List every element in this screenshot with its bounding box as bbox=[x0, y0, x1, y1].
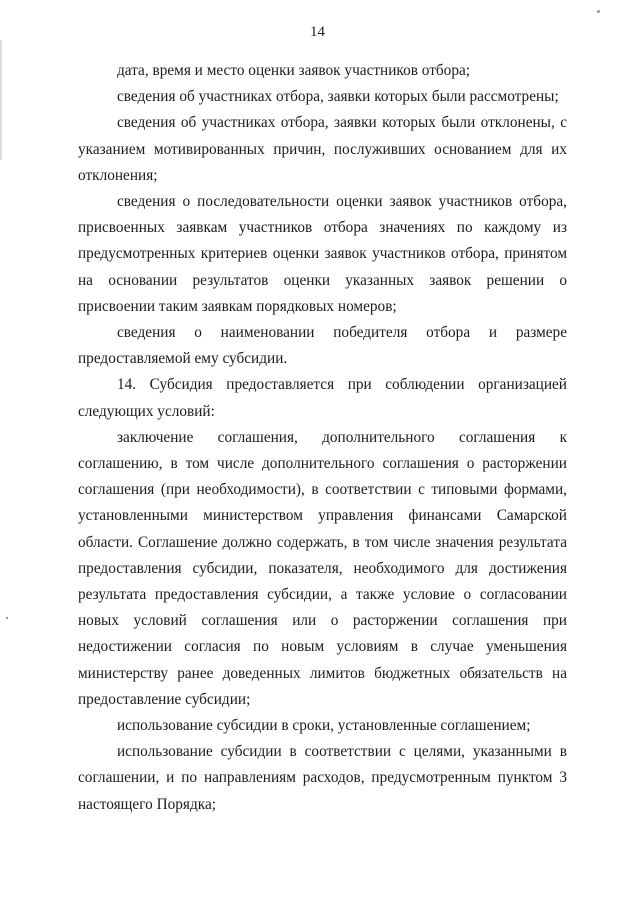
paragraph: 14. Субсидия предоставляется при соблюдении организацией следующих условий: bbox=[78, 376, 567, 420]
paragraph: сведения об участниках отбора, заявки которых были рассмотрены; bbox=[117, 88, 559, 106]
paragraph: использование субсидии в соответствии с целями, указанными в соглашении, и по направлениям расходов, предусмотренным пунктом 3 настоящего Порядка; bbox=[78, 743, 567, 813]
paragraph: заключение соглашения, дополнительного соглашения к соглашению, в том числе дополнительного соглашения о расторжении соглашения (при необходимости), в соответствии с типовыми формами, установленными министерством управления финансами Самарской области. Соглашение должно содержать, в том числе значения результата предоставления субсидии, показателя, необходимого для достижения результата предоставления субсидии, а также условие о согласовании новых условий соглашения или о расторжении соглашения при недостижении согласия по новым условиям в случае уменьшения министерству ранее доведенных лимитов бюджетных обязательств на предоставление субсидии; bbox=[78, 428, 567, 708]
document-body bbox=[78, 58, 567, 818]
scan-edge-mark bbox=[0, 40, 2, 160]
paragraph: использование субсидии в сроки, установленные соглашением; bbox=[117, 717, 531, 735]
paragraph: сведения об участниках отбора, заявки которых были отклонены, с указанием мотивированных причин, послуживших основанием для их отклонения; bbox=[78, 114, 567, 184]
paragraph: сведения о последовательности оценки заявок участников отбора, присвоенных заявкам участников отбора значениях по каждому из предусмотренных критериев оценки заявок участников отбора, принятом на основании результатов оценки указанных заявок решении о присвоении таким заявкам порядковых номеров; bbox=[78, 193, 567, 315]
paragraph: сведения о наименовании победителя отбора и размере предоставляемой ему субсидии. bbox=[78, 324, 567, 368]
scan-edge-mark bbox=[597, 10, 600, 13]
paragraph: дата, время и место оценки заявок участников отбора; bbox=[117, 62, 471, 79]
scan-edge-mark bbox=[6, 617, 8, 619]
page-number: 14 bbox=[310, 24, 325, 40]
